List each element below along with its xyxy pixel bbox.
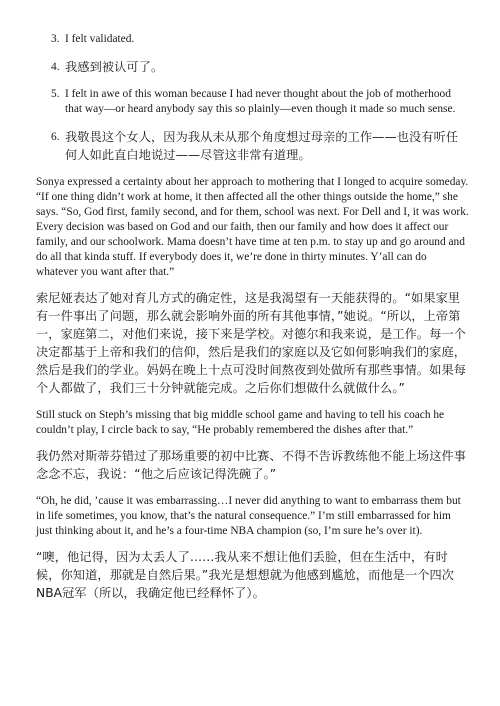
list-item-text: I felt validated. — [65, 33, 135, 45]
paragraph-chinese: “噢，他记得，因为太丢人了……我从来不想让他们丢脸，但在生活中，有时候，你知道，那就是自然后果。”我光是想想就为他感到尴尬，而他是一个四次NBA冠军（所以，我确定他已经释怀了）。 — [36, 550, 455, 600]
list-number: 4. — [51, 61, 60, 73]
list-number: 5. — [51, 88, 60, 100]
paragraph-chinese: 索尼娅表达了她对育儿方式的确定性，这是我渴望有一天能获得的。“如果家里有一件事出了问题，那么就会影响外面的所有其他事情，”她说。“所以，上帝第一，家庭第二，对他们来说，接下来是学校。对德尔和我来说，是工作。每一个决定都基于上帝和我们的信仰，然后是我们的家庭以及它如何影响我们的家庭，然后是我们的学业。妈妈在晚上十点可没时间熬夜到处做所有那些事情。如果每个人都做了，我们三十分钟就能完成。之后你们想做什么就做什么。” — [36, 291, 467, 395]
list-item-text: 我敬畏这个女人，因为我从未从那个角度想过母亲的工作——也没有听任何人如此直白地说过——尽管这非常有道理。 — [65, 130, 459, 162]
list-number: 3. — [51, 33, 60, 45]
list-number: 6. — [51, 131, 60, 143]
list-item — [51, 32, 470, 47]
paragraph-chinese: 我仍然对斯蒂芬错过了那场重要的初中比赛、不得不告诉教练他不能上场这件事念念不忘，我说：“他之后应该记得洗碗了。” — [36, 449, 467, 481]
paragraph-english: Still stuck on Steph’s missing that big middle school game and having to tell his coach he couldn’t play, I circle back to say, “He probably remembered the dishes after that.” — [36, 409, 445, 436]
list-item — [51, 128, 470, 164]
list-item-text: I felt in awe of this woman because I had never thought about the job of motherhood that way—or heard anybody say this so plainly—even though it made so much sense. — [65, 88, 456, 115]
numbered-list — [36, 32, 470, 164]
list-item-text: 我感到被认可了。 — [65, 60, 164, 74]
list-item — [51, 58, 470, 76]
paragraph-english: Sonya expressed a certainty about her approach to mothering that I longed to acquire someday. “If one thing didn’t work at home, it then affected all the other things outside the home,” she says. “So, God first, family second, and for them, school was next. For Dell and I, it was work. Every decision was based on God and our faith, then our family and how does it affect our family, and our schoolwork. Mama doesn’t have time at ten p.m. to stay up and go around and do all that kinda stuff. If everybody does it, we’re done in thirty minutes. Y’all can do whatever you want after that.” — [36, 176, 469, 278]
list-item — [51, 87, 470, 117]
paragraph-english: “Oh, he did, ’cause it was embarrassing…I never did anything to want to embarrass them but in life sometimes, you know, that’s the natural consequence.” I’m still embarrassed for him just thinking about it, and he’s a four-time NBA champion (so, I’m sure he’s over it). — [36, 495, 461, 537]
